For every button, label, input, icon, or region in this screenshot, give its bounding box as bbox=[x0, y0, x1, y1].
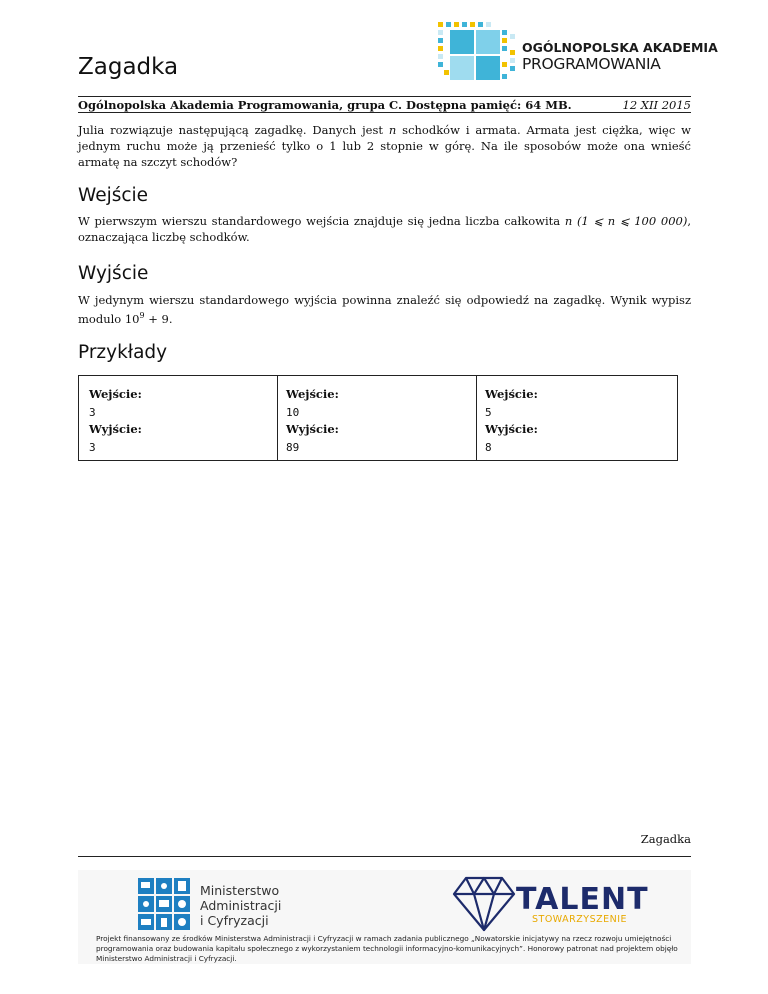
example-output-value: 8 bbox=[485, 441, 492, 454]
contest-date: 12 XII 2015 bbox=[622, 98, 691, 112]
page-title: Zagadka bbox=[78, 54, 179, 80]
example-output-value: 89 bbox=[286, 441, 300, 454]
example-column-3 bbox=[476, 376, 678, 460]
logo-line-2: PROGRAMOWANIA bbox=[522, 55, 661, 73]
header-rule-top bbox=[78, 96, 691, 97]
input-heading: Wejście bbox=[78, 185, 149, 206]
ministry-logo-icon bbox=[138, 878, 192, 932]
example-output-label: Wyjście: bbox=[89, 422, 142, 436]
input-description: W pierwszym wierszu standardowego wejścia znajduje się jedna liczba całkowita n (1 ⩽ n ⩽ 100 000), oznaczająca liczbę schodków. bbox=[78, 214, 691, 244]
contest-info: Ogólnopolska Akademia Programowania, grupa C. Dostępna pamięć: 64 MB. bbox=[78, 98, 572, 112]
example-output-value: 3 bbox=[89, 441, 96, 454]
examples-heading: Przykłady bbox=[78, 342, 168, 363]
example-output-label: Wyjście: bbox=[286, 422, 339, 436]
output-heading: Wyjście bbox=[78, 263, 149, 284]
talent-logo-subtitle: STOWARZYSZENIE bbox=[532, 914, 628, 925]
ministry-name: Ministerstwo Administracji i Cyfryzacji bbox=[200, 883, 282, 928]
example-column-2 bbox=[277, 376, 476, 460]
talent-logo-text: TALENT bbox=[516, 882, 649, 917]
examples-table bbox=[78, 375, 678, 461]
header-rule-bottom bbox=[78, 112, 691, 113]
example-column-1 bbox=[79, 376, 277, 460]
problem-statement: Julia rozwiązuje następującą zagadkę. Danych jest n schodków i armata. Armata jest ciężka, więc w jednym ruchu może ją przenieść tylko o 1 lub 2 stopnie w górę. Na ile sposobów może ona wnieść armatę na szczyt schodów? bbox=[78, 123, 691, 169]
example-input-label: Wejście: bbox=[89, 387, 142, 401]
example-output-label: Wyjście: bbox=[485, 422, 538, 436]
footer-title: Zagadka bbox=[640, 832, 691, 846]
example-input-value: 3 bbox=[89, 406, 96, 419]
oap-logo bbox=[436, 20, 718, 84]
funding-notice: Projekt finansowany ze środków Ministerstwa Administracji i Cyfryzacji w ramach zadania publicznego „Nowatorskie inicjatywy na rzecz rozwoju umiejętności programowania oraz budowania kapitału społecznego z wykorzystaniem technologii informacyjno-komunikacyjnych”. Honorowy patronat nad projektem objęło Ministerstwo Administracji i Cyfryzacji. bbox=[96, 934, 678, 963]
talent-diamond-icon bbox=[452, 874, 516, 932]
footer-rule bbox=[78, 856, 691, 857]
sponsor-banner bbox=[78, 870, 691, 964]
logo-line-1: OGÓLNOPOLSKA AKADEMIA bbox=[522, 40, 718, 55]
example-input-label: Wejście: bbox=[485, 387, 538, 401]
example-input-value: 10 bbox=[286, 406, 300, 419]
example-input-value: 5 bbox=[485, 406, 492, 419]
oap-logo-mark-icon bbox=[436, 20, 520, 84]
output-description: W jedynym wierszu standardowego wyjścia powinna znaleźć się odpowiedź na zagadkę. Wynik wypisz modulo $10^9 + 9$. bbox=[78, 293, 691, 326]
example-input-label: Wejście: bbox=[286, 387, 339, 401]
